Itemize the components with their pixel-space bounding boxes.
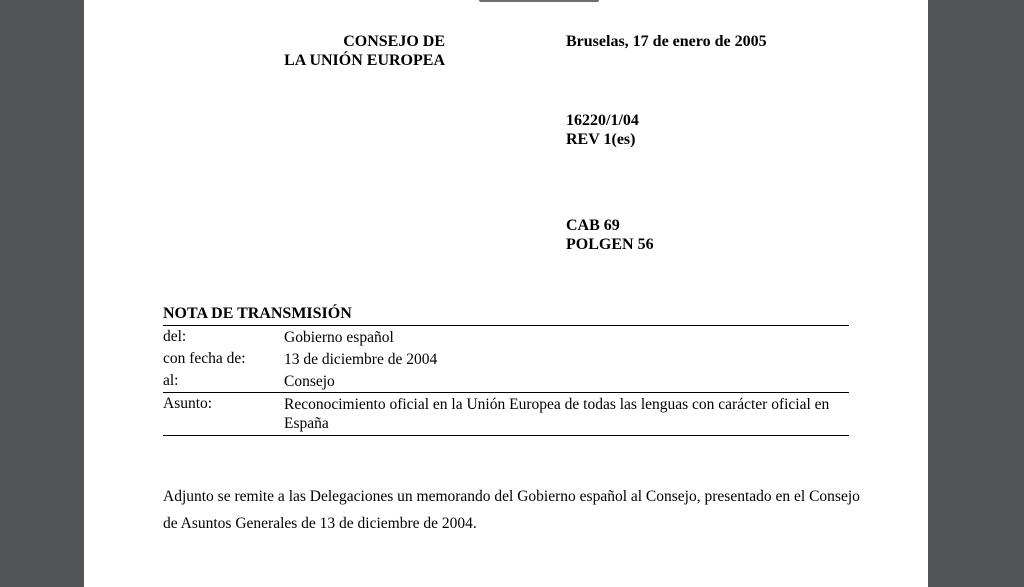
- row-value: Reconocimiento oficial en la Unión Europea de todas las lenguas con carácter oficial en España: [284, 396, 830, 432]
- table-row-to: [163, 370, 849, 392]
- row-value: Gobierno español: [284, 329, 394, 346]
- row-label: con fecha de:: [163, 350, 246, 367]
- body-paragraph: Adjunto se remite a las Delegaciones un memorando del Gobierno español al Consejo, presentado en el Consejo de Asuntos Generales de 13 de diciembre de 2004.: [163, 488, 860, 532]
- transmission-table: [163, 325, 849, 436]
- row-label: al:: [163, 372, 179, 389]
- reference-block: [566, 111, 639, 149]
- row-value: 13 de diciembre de 2004: [284, 351, 438, 368]
- row-value: Consejo: [284, 373, 335, 390]
- table-row-subject: [163, 392, 849, 435]
- transmission-title: NOTA DE TRANSMISIÓN: [163, 305, 352, 322]
- table-row-date: [163, 348, 849, 370]
- reference-revision: REV 1(es): [566, 131, 636, 148]
- org-line-1: CONSEJO DE: [343, 33, 445, 50]
- row-label: Asunto:: [163, 395, 213, 412]
- issuing-organization: [284, 32, 445, 70]
- row-label: del:: [163, 328, 187, 345]
- code-block: [566, 216, 654, 254]
- code-polgen: POLGEN 56: [566, 236, 654, 253]
- document-page: [84, 0, 928, 587]
- page-top-edge: [479, 0, 599, 2]
- table-row-from: [163, 326, 849, 348]
- org-line-2: LA UNIÓN EUROPEA: [284, 52, 445, 69]
- code-cab: CAB 69: [566, 217, 620, 234]
- reference-number: 16220/1/04: [566, 112, 639, 129]
- document-date: Bruselas, 17 de enero de 2005: [566, 33, 767, 50]
